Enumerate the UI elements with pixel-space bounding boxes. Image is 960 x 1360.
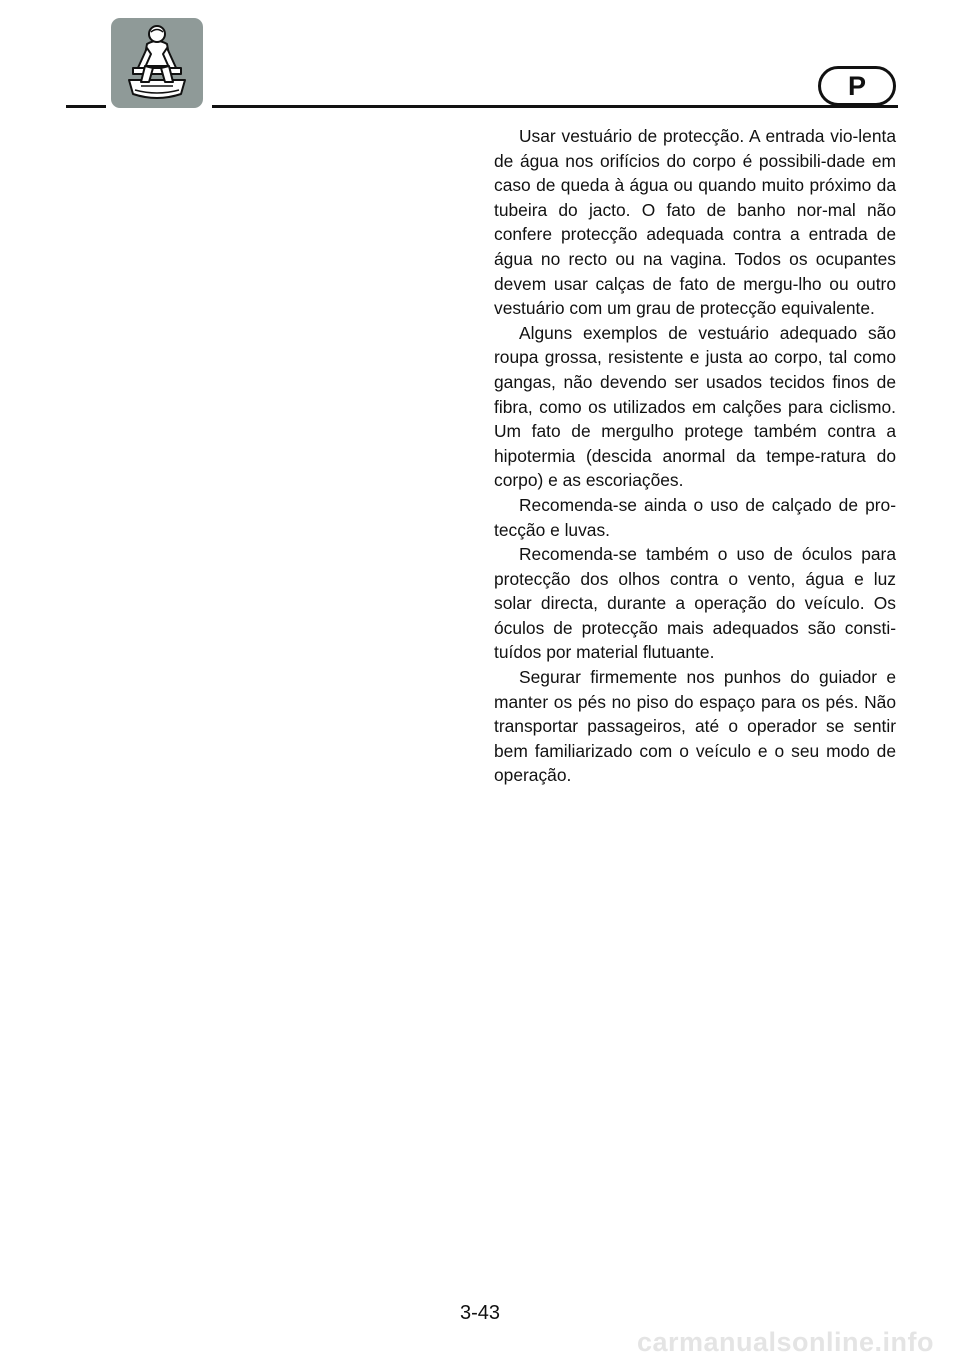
paragraph-footwear-gloves: Recomenda-se ainda o uso de calçado de pro-tecção e luvas.: [494, 494, 896, 540]
body-text: [494, 124, 896, 788]
page-number: 3-43: [459, 1302, 501, 1324]
header-rule-left: [66, 105, 106, 108]
paragraph-clothing-examples: Alguns exemplos de vestuário adequado são roupa grossa, resistente e justa ao corpo, tal como gangas, não devendo ser usados tecidos finos de fibra, como os utilizados em calções para ciclismo. Um fato de mergulho protege também contra a hipotermia (descida anormal da tempe-ratura do corpo) e as escoriações.: [494, 322, 896, 491]
paragraph-protective-clothing: Usar vestuário de protecção. A entrada vio-lenta de água nos orifícios do corpo é possibili-dade em caso de queda à água ou quando muito próximo da tubeira do jacto. O fato de banho nor-mal não confere protecção adequada contra a entrada de água no recto ou na vagina. Todos os ocupantes devem usar calças de fato de mergu-lho ou outro vestuário com um grau de protecção equivalente.: [494, 126, 896, 319]
paragraph-handlebar-grip: Segurar firmemente nos punhos do guiador e manter os pés no piso do espaço para os pés. Não transportar passageiros, até o operador se sentir bem familiarizado com o veículo e o seu modo de operação.: [494, 667, 896, 786]
jet-ski-rider-icon: [111, 18, 203, 108]
header-rule: [212, 105, 898, 108]
language-badge: P: [818, 66, 896, 106]
paragraph-goggles: Recomenda-se também o uso de óculos para protecção dos olhos contra o vento, água e luz solar directa, durante a operação do veículo. Os óculos de protecção mais adequados são consti-tuídos por material flutuante.: [494, 544, 896, 663]
watermark: carmanualsonline.info: [636, 1327, 934, 1357]
